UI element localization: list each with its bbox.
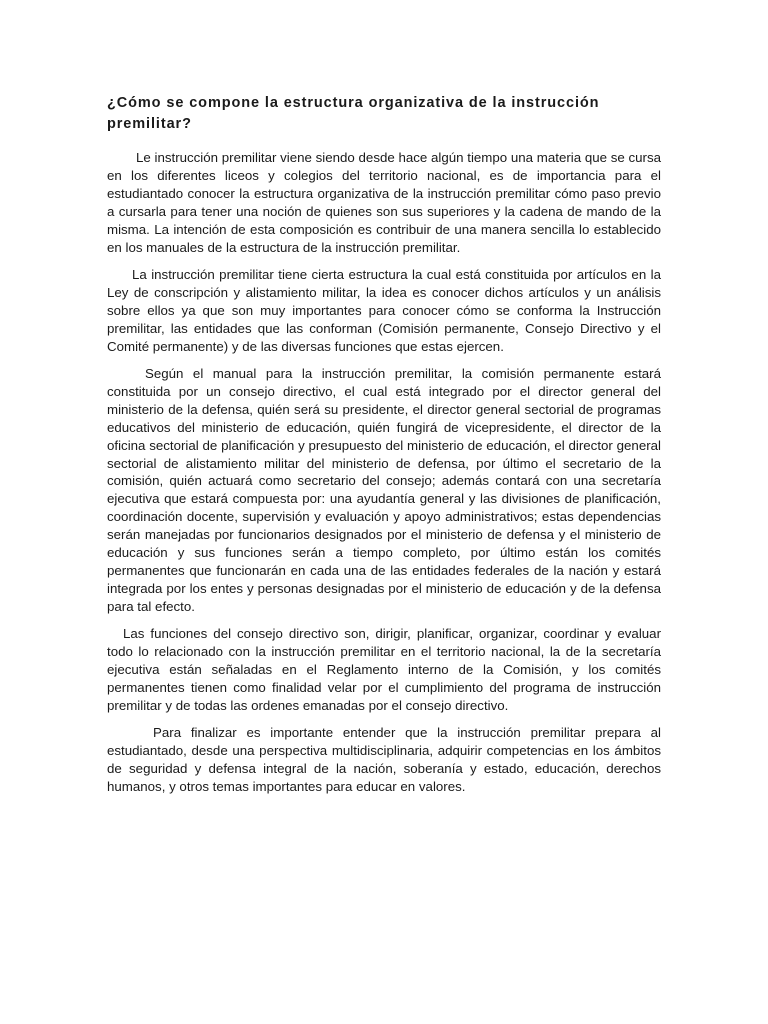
paragraph-functions: Las funciones del consejo directivo son, dirigir, planificar, organizar, coordinar y evaluar todo lo relacionado con la instrucción premilitar en el territorio nacional, la de la secretaría ejecutiva están señaladas en el Reglamento interno de la Comisión, y los comités permanentes tienen como finalidad velar por el cumplimiento del programa de instrucción premilitar y de todas las ordenes emanadas por el consejo directivo. — [107, 626, 661, 713]
document-title: ¿Cómo se compone la estructura organizativa de la instrucción premilitar? — [107, 95, 600, 132]
paragraph-conclusion: Para finalizar es importante entender que la instrucción premilitar prepara al estudiantado, desde una perspectiva multidisciplinaria, adquirir competencias en los ámbitos de seguridad y defensa integral de la nación, soberanía y estado, educación, derechos humanos, y otros temas importantes para educar en valores. — [107, 725, 661, 794]
paragraph-introduction: Le instrucción premilitar viene siendo desde hace algún tiempo una materia que se cursa en los diferentes liceos y colegios del territorio nacional, es de importancia para el estudiantado conocer la estructura organizativa de la instrucción premilitar cómo paso previo a cursarla para tener una noción de quienes son sus superiores y la cadena de mando de la misma. La intención de esta composición es contribuir de una manera sencilla lo establecido en los manuales de la estructura de la instrucción premilitar. — [107, 150, 661, 255]
paragraph-permanent-commission: Según el manual para la instrucción premilitar, la comisión permanente estará constituida por un consejo directivo, el cual está integrado por el director general del ministerio de la defensa, quién será su presidente, el director general sectorial de programas educativos del ministerio de educación, quién fungirá de vicepresidente, el director de la oficina sectorial de planificación y presupuesto del ministerio de educación, el director general sectorial de alistamiento militar del ministerio de defensa, por último el secretario de la comisión, quién actuará como secretario del consejo; además contará con una secretaría ejecutiva que estará compuesta por: una ayudantía general y las divisiones de planificación, coordinación docente, supervisión y evaluación y apoyo administrativos; estas dependencias serán manejadas por funcionarios designados por el ministerio de defensa y el ministerio de educación y sus funciones serán a tiempo completo, por último están los comités permanentes que funcionarán en cada una de las entidades federales de la nación y estará integrada por los entes y personas designadas por el ministerio de educación y de la defensa para tal efecto. — [107, 365, 661, 614]
paragraph-structure: La instrucción premilitar tiene cierta estructura la cual está constituida por artículos en la Ley de conscripción y alistamiento militar, la idea es conocer dichos artículos y un análisis sobre ellos ya que son muy importantes para conocer cómo se conforma la Instrucción premilitar, las entidades que las conforman (Comisión permanente, Consejo Directivo y el Comité permanente) y de las diversas funciones que estas ejercen. — [107, 266, 661, 354]
document-page — [107, 93, 661, 805]
